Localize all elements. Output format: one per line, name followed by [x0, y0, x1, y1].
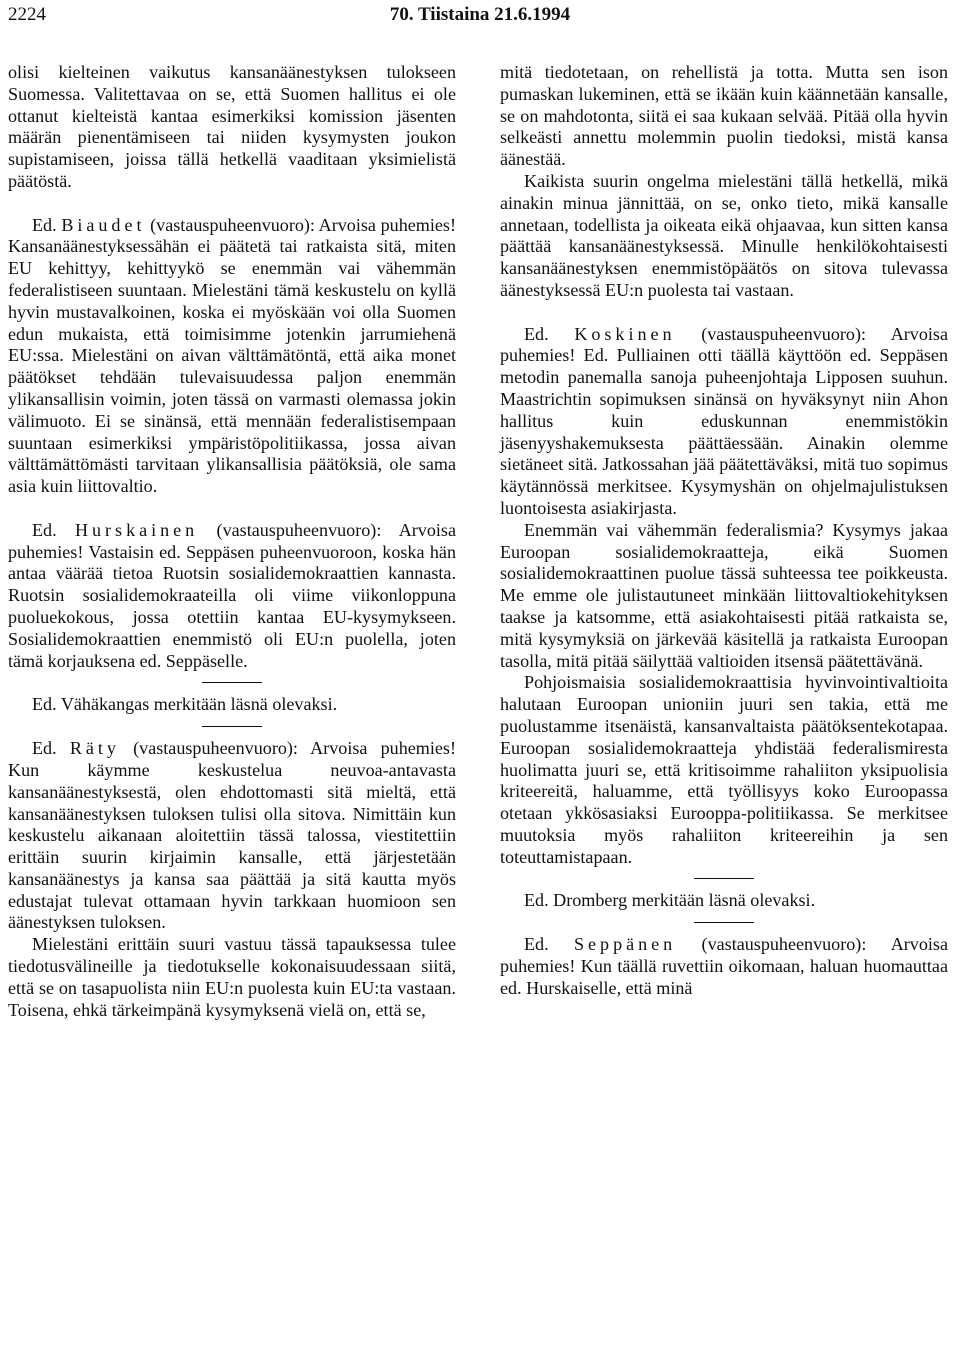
speaker-name: Räty: [69, 738, 120, 759]
paragraph: Pohjoismaisia sosialidemokraattisia hyvinvointivaltioita halutaan Euroopan unioniin juuri sen takia, että me puolustamme itsenäistä, kansanvaltaista päätöksentekotapaa. Euroopan sosialidemokraatteja yhdistää federalismiresta huolimatta juuri se, että kritisoimme rahaliiton yksipuolisia kriteereitä, haluamme, että työllisyys koko Euroopassa otetaan ykkösasiaksi Eurooppa-politiikassa. Se merkitsee muutoksia myös rahaliiton kriteereihin ja sen toteuttamistapaan.: [500, 672, 948, 867]
paragraph: Enemmän vai vähemmän federalismia? Kysymys jakaa Euroopan sosialidemokraatteja, eikä Suomen sosialidemokraattinen puolue tässä suhteessa tee poikkeusta. Me emme ole julistautuneet minkään liittovaltiokehityksen taakse ja katsomme, että asiakohtaisesti pitää ratkaista se, mitä kysymyksiä on järkevää käsitellä ja ratkaista Euroopan tasolla, mitä pitää säilyttää valtioiden itsensä päätettävänä.: [500, 519, 948, 671]
separator-rule: [694, 878, 754, 879]
issue-date: 70. Tiistaina 21.6.1994: [389, 4, 571, 25]
speaker-name: Seppänen: [573, 934, 677, 955]
right-column: [500, 62, 948, 1000]
page-number: 2224: [8, 4, 46, 25]
speech-hurskainen: Ed. Hurskainen (vastauspuheenvuoro): Arvoisa puhemies! Vastaisin ed. Seppäsen puheenvuoroon, koska hän antaa väärää tietoa Ruotsin sosialidemokraattien kannasta. Ruotsin sosialidemokraateilla oli viime viikonloppuna puoluekokous, jossa otettiin kantaa EU-kysymykseen. Sosialidemokraattien enemmistö oli EU:n puolella, joten tämä korjauksena ed. Seppäselle.: [8, 519, 456, 671]
speech-biaudet: Ed. Biaudet (vastauspuheenvuoro): Arvoisa puhemies! Kansanäänestyksessähän ei päätetä tai ratkaista sitä, miten EU kehittyy, kehittyykö se enemmän vai vähemmän federalistiseen suuntaan. Mielestäni tämä keskustelu on kyllä hyvin mustavalkoinen, koska ei myöskään voi olla Suomen edun mukaista, että toimisimme jotenkin jarrumiehenä EU:ssa. Mielestäni on aivan välttämätöntä, että aika monet päätökset tehdään tulevaisuudessa paljon enemmän ylikansallisin voimin, joten tässä on varmasti olemassa jokin välimuoto. Ei se sinänsä, että mennään federalistisempaan suuntaan esimerkiksi ympäristöpolitiikassa, jossa aivan välttämättömästi tarvitaan ylikansallisia päätöksiä, ole sama asia kuin liittovaltio.: [8, 214, 456, 497]
attendance-note: Ed. Dromberg merkitään läsnä olevaksi.: [524, 890, 816, 911]
paragraph: olisi kielteinen vaikutus kansanäänestyksen tulokseen Suomessa. Valitettavaa on se, että Suomen hallitus ei ole ottanut kielteistä kantaa esimerkiksi komission jäsenten määrän pienentämiseen tai niiden kysymysten joukon supistamiseen, joissa tällä hetkellä vaaditaan yksimielistä päätöstä.: [8, 62, 456, 191]
speech-raty: Ed. Räty (vastauspuheenvuoro): Arvoisa puhemies! Kun käymme keskustelua neuvoa-antavasta kansanäänestyksestä, olen ehdottomasti sitä mieltä, että kansanäänestyksen tuloksen tulisi olla sitova. Nimittäin kun keskustelu aikanaan aloitettiin tässä talossa, viestitettiin erittäin suurin kirjaimin kansalle, että järjestetään kansanäänestys ja kansa saa päättää ja sitä kautta myös edustajat tulevat ottamaan hyvin tarkkaan huomioon sen äänestyksen tuloksen.: [8, 738, 457, 933]
speaker-name: Hurskainen: [74, 519, 199, 540]
separator-rule: [694, 922, 754, 923]
speech-koskinen: Ed. Koskinen (vastauspuheenvuoro): Arvoisa puhemies! Ed. Pulliainen otti täällä käyttöön ed. Seppäsen metodin panemalla sanoja puheenjohtaja Lipposen suuhun. Maastrichtin sopimuksen sinänsä on hyväksynyt niin Ahon hallitus kuin eduskunnan enemmistökin jäsenyyshakemuksesta päättäessään. Ainakin olemme sietäneet sitä. Jatkossahan jää päätettäväksi, mitä tuo sopimus käytännössä merkitsee. Kysymyshän on ohjelmajulistuksen luontoisesta asiakirjasta.: [500, 323, 949, 518]
speaker-name: Biaudet: [61, 214, 146, 235]
separator-rule: [202, 726, 262, 727]
paragraph: mitä tiedotetaan, on rehellistä ja totta. Mutta sen ison pumaskan lukeminen, että se ikään kuin käännetään kansalle, se on mahdotonta, siitä ei saa kukaan selvää. Pitää olla hyvin selkeästi annettu molemmin puolin tiedoksi, mistä kansa äänestää.: [500, 62, 948, 170]
page-header: [0, 4, 960, 28]
speech-seppanen: Ed. Seppänen (vastauspuheenvuoro): Arvoisa puhemies! Kun täällä ruvettiin oikomaan, haluan huomauttaa ed. Hurskaiselle, että minä: [500, 934, 949, 998]
speaker-name: Koskinen: [574, 323, 676, 344]
paragraph: Mielestäni erittäin suuri vastuu tässä tapauksessa tulee tiedotusvälineille ja tiedotukselle kokonaisuudessaan siitä, että se on tasapuolista niin EU:n puolesta kuin EU:ta vastaan. Toisena, ehkä tärkeimpänä kysymyksenä vielä on, että se,: [8, 934, 456, 1020]
attendance-note: Ed. Vähäkangas merkitään läsnä olevaksi.: [32, 694, 338, 715]
left-column: [8, 62, 456, 1021]
paragraph: Kaikista suurin ongelma mielestäni tällä hetkellä, mikä ainakin minua jännittää, on se, onko tieto, mikä kansalle annetaan, todellista ja oikeata eikä ohjaavaa, kun sitten kansa päättää kansanäänestyksessä. Minulle henkilökohtaisesti kansanäänestyksen enemmistöpäätös on sitova tulevassa äänestyksessä EU:n puolesta tai vastaan.: [500, 170, 948, 300]
separator-rule: [202, 682, 262, 683]
